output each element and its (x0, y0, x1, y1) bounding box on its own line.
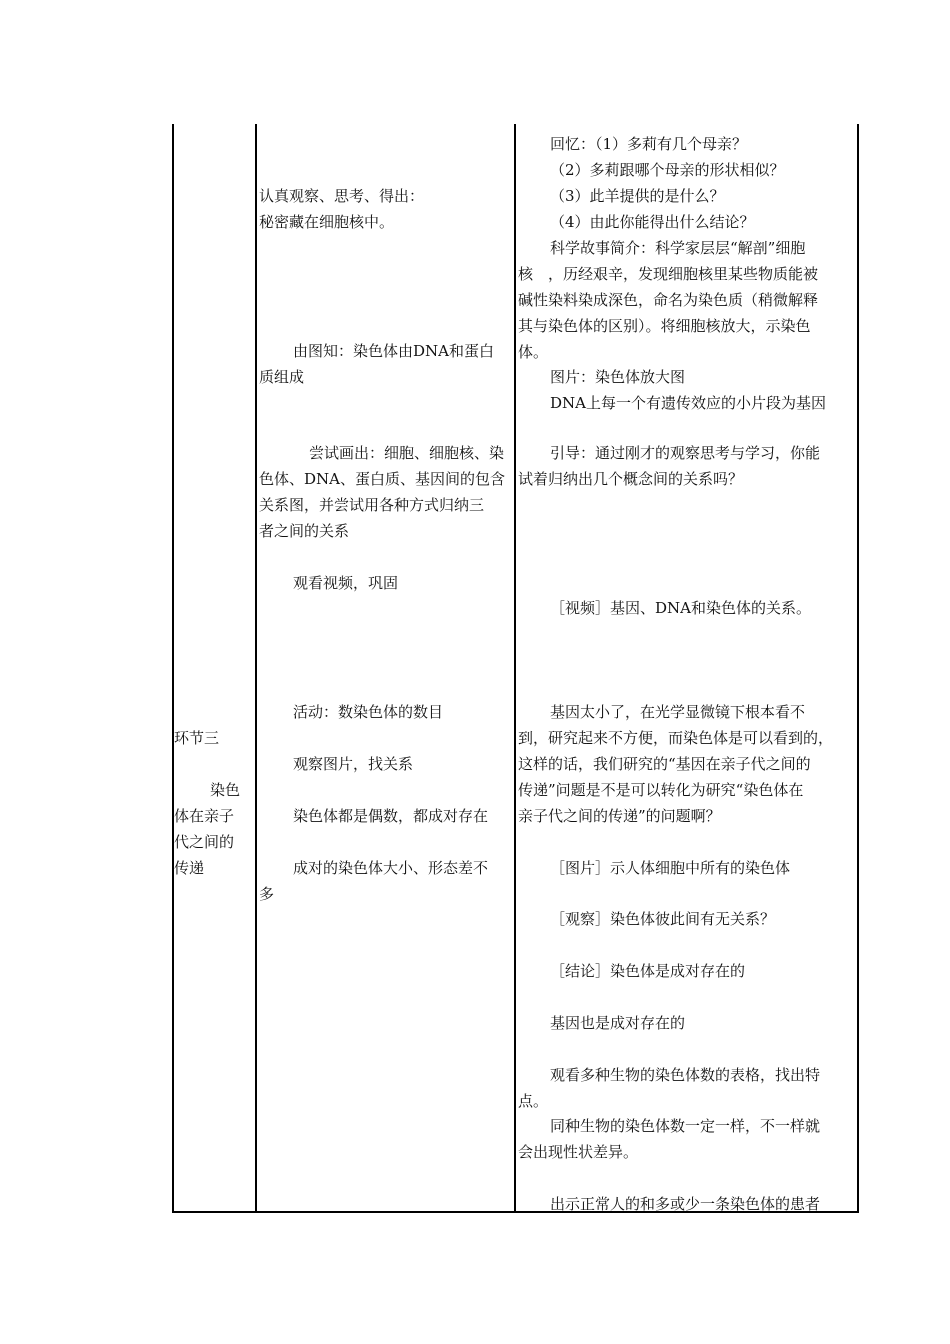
table-border-right (857, 124, 859, 1213)
teacher-text-line: 核 ，历经艰辛，发现细胞核里某些物质能被 (518, 265, 819, 283)
teacher-text-line: 同种生物的染色体数一定一样，不一样就 (550, 1117, 821, 1135)
teacher-text-line: 亲子代之间的传递”的问题啊？ (518, 807, 721, 825)
teacher-text-line: 回忆：（1）多莉有几个母亲？ (550, 135, 748, 153)
stage-topic-line: 代之间的 (174, 833, 235, 851)
student-text-line: 观看视频，巩固 (293, 574, 399, 592)
student-text-line: 质组成 (259, 368, 305, 386)
teacher-text-line: DNA上每一个有遗传效应的小片段为基因 (550, 394, 826, 412)
teacher-text-line: 点。 (518, 1092, 549, 1110)
teacher-text-line: 科学故事简介：科学家层层“解剖”细胞 (550, 239, 806, 257)
teacher-text-line: 基因太小了，在光学显微镜下根本看不 (550, 703, 806, 721)
student-text-line: 多 (259, 885, 275, 903)
teacher-text-line: 会出现性状差异。 (518, 1143, 639, 1161)
student-text-line: 观察图片，找关系 (293, 755, 414, 773)
teacher-text-line: 基因也是成对存在的 (550, 1014, 686, 1032)
teacher-text-line: （4）由此你能得出什么结论？ (550, 213, 755, 231)
student-text-line: 由图知：染色体由DNA和蛋白 (293, 342, 494, 360)
student-text-line: 色体、DNA、蛋白质、基因间的包含 (259, 470, 505, 488)
student-text-line: 秘密藏在细胞核中。 (259, 213, 395, 231)
teacher-text-line: 图片：染色体放大图 (550, 368, 686, 386)
teacher-text-line: 碱性染料染成深色，命名为染色质（稍微解释 (518, 291, 819, 309)
student-text-line: 成对的染色体大小、形态差不 (293, 859, 489, 877)
student-text-line: 活动：数染色体的数目 (293, 703, 444, 721)
teacher-text-line: ［结论］染色体是成对存在的 (550, 962, 746, 980)
table-border-left (172, 124, 174, 1213)
table-divider-1 (255, 124, 257, 1213)
teacher-text-line: 其与染色体的区别）。将细胞核放大，示染色 (518, 317, 811, 335)
teacher-text-line: 传递”问题是不是可以转化为研究“染色体在 (518, 781, 804, 799)
teacher-text-line: 引导：通过刚才的观察思考与学习，你能 (550, 444, 821, 462)
teacher-text-line: 出示正常人的和多或少一条染色体的患者 (550, 1195, 821, 1213)
teacher-text-line: 体。 (518, 343, 549, 361)
teacher-text-line: 这样的话，我们研究的“基因在亲子代之间的 (518, 755, 811, 773)
stage-label: 环节三 (174, 729, 220, 747)
teacher-text-line: 到，研究起来不方便，而染色体是可以看到的， (518, 729, 834, 747)
student-text-line: 认真观察、思考、得出： (259, 187, 425, 205)
student-text-line: 者之间的关系 (259, 522, 350, 540)
student-text-line: 关系图，并尝试用各种方式归纳三 (259, 496, 485, 514)
student-text-line: 染色体都是偶数，都成对存在 (293, 807, 489, 825)
teacher-text-line: ［图片］示人体细胞中所有的染色体 (550, 859, 791, 877)
teacher-text-line: ［视频］基因、DNA和染色体的关系。 (550, 599, 811, 617)
table-divider-2 (514, 124, 516, 1213)
teacher-text-line: 试着归纳出几个概念间的关系吗？ (518, 470, 744, 488)
student-text-line: 尝试画出：细胞、细胞核、染 (309, 444, 505, 462)
teacher-text-line: （2）多莉跟哪个母亲的形状相似？ (550, 161, 785, 179)
teacher-text-line: ［观察］染色体彼此间有无关系？ (550, 910, 776, 928)
stage-topic-line: 体在亲子 (174, 807, 235, 825)
teacher-text-line: （3）此羊提供的是什么？ (550, 187, 725, 205)
stage-topic-line: 染色 (210, 781, 241, 799)
teacher-text-line: 观看多种生物的染色体数的表格，找出特 (550, 1066, 821, 1084)
stage-topic-line: 传递 (174, 859, 205, 877)
